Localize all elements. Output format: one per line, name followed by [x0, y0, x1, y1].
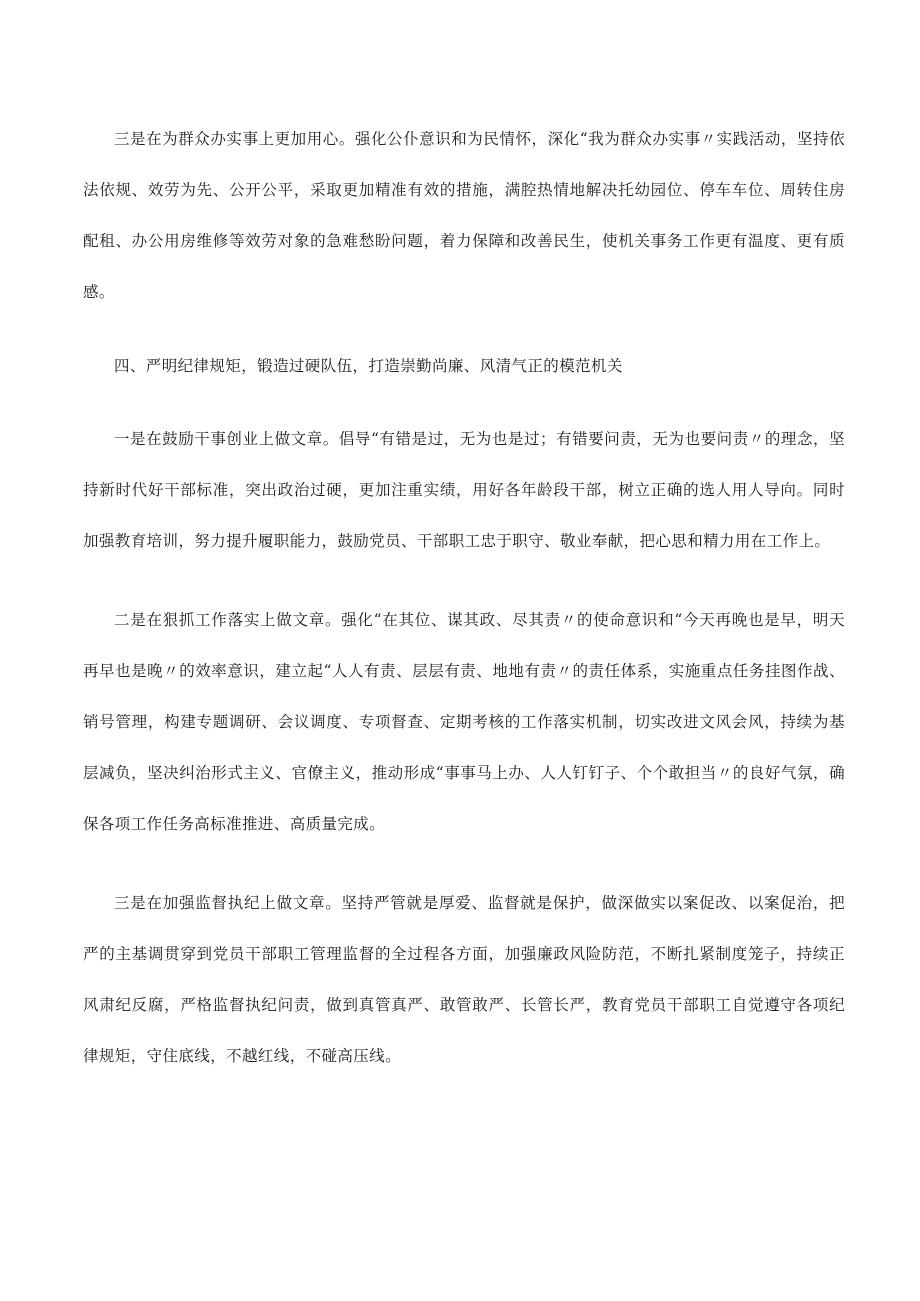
section-heading-discipline: 四、严明纪律规矩，锻造过硬队伍，打造崇勤尚廉、风清气正的模范机关 [114, 357, 623, 375]
document-body [83, 114, 845, 1110]
paragraph-encourage-work: 一是在鼓励干事创业上做文章。倡导“有错是过，无为也是过；有错要问责，无为也要问责〃的理念，坚持新时代好干部标准，突出政治过硬，更加注重实绩，用好各年龄段干部，树立正确的选人用人导向。同时加强教育培训，努力提升履职能力，鼓励党员、干部职工忠于职守、敬业奉献，把心思和精力用在工作上。 [83, 430, 845, 550]
paragraph-supervision: 三是在加强监督执纪上做文章。坚持严管就是厚爱、监督就是保护，做深做实以案促改、以案促治，把严的主基调贯穿到党员干部职工管理监督的全过程各方面，加强廉政风险防范，不断扎紧制度笼子，持续正风肃纪反腐，严格监督执纪问责，做到真管真严、敢管敢严、长管长严，教育党员干部职工自觉遵守各项纪律规矩，守住底线，不越红线，不碰高压线。 [83, 894, 845, 1065]
paragraph-serve-people: 三是在为群众办实事上更加用心。强化公仆意识和为民情怀，深化“我为群众办实事〃实践活动，坚持依法依规、效劳为先、公开公平，采取更加精准有效的措施，满腔热情地解决托幼园位、停车车位、周转住房配租、办公用房维修等效劳对象的急难愁盼问题，着力保障和改善民生，使机关事务工作更有温度、更有质感。 [83, 130, 845, 301]
paragraph-implementation: 二是在狠抓工作落实上做文章。强化“在其位、谋其政、尽其责〃的使命意识和“今天再晚也是早，明天再早也是晚〃的效率意识，建立起“人人有责、层层有责、地地有责〃的责任体系，实施重点任务挂图作战、销号管理，构建专题调研、会议调度、专项督查、定期考核的工作落实机制，切实改进文风会风，持续为基层减负，坚决纠治形式主义、官僚主义，推动形成“事事马上办、人人钉钉子、个个敢担当〃的良好气氛，确保各项工作任务高标准推进、高质量完成。 [83, 611, 845, 833]
